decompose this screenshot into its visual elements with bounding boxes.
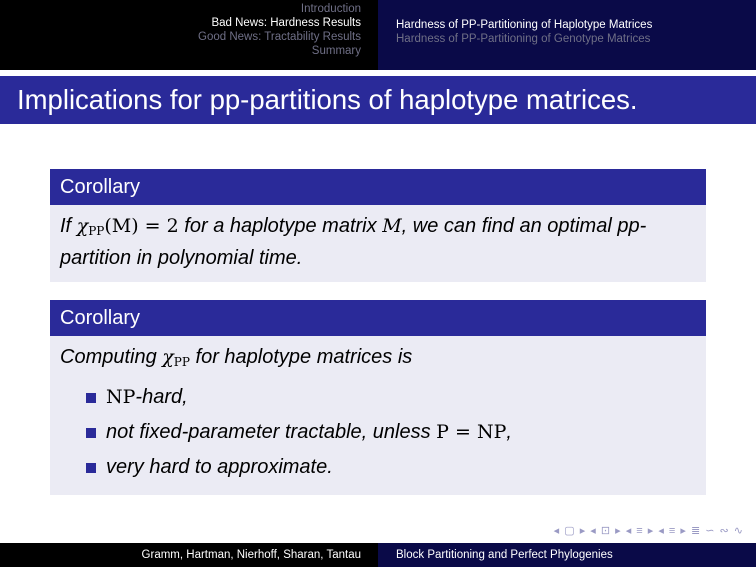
list-item: very hard to approximate. xyxy=(60,450,696,485)
text: for a haplotype matrix xyxy=(184,215,377,237)
math-chi-pp: $\chi_{PP}$ xyxy=(162,346,190,369)
footer-authors: Gramm, Hartman, Nierhoff, Sharan, Tantau xyxy=(0,543,378,567)
text: for haplotype matrices is xyxy=(195,346,413,368)
subsection-nav xyxy=(378,0,756,70)
nav-section-bad-news[interactable]: Bad News: Hardness Results xyxy=(211,17,361,29)
math-chi-pp: $\chi_{PP}(M) = 2$ xyxy=(76,215,179,238)
slide-title: Implications for pp-partitions of haplotype matrices. xyxy=(0,76,756,124)
text: Computing xyxy=(60,346,157,368)
bullet-icon xyxy=(86,393,96,403)
block-body xyxy=(50,205,706,282)
navigation-bar xyxy=(0,0,756,70)
nav-subsection-genotype[interactable]: Hardness of PP-Partitioning of Genotype Matrices xyxy=(396,33,651,45)
corollary-block-2 xyxy=(50,300,706,495)
nav-subsection-haplotype[interactable]: Hardness of PP-Partitioning of Haplotype Matrices xyxy=(396,19,653,31)
nav-section-summary[interactable]: Summary xyxy=(311,45,361,57)
text: , we can find an optimal pp-partition in polynomial time. xyxy=(60,215,647,269)
beamer-navigation-icons[interactable]: ◂ ▢ ▸ ◂ ⊡ ▸ ◂ ≡ ▸ ◂ ≡ ▸ ≣ ∽ ∾ ∿ xyxy=(553,525,744,537)
math-m: M xyxy=(382,215,402,237)
bullet-icon xyxy=(86,428,96,438)
footer xyxy=(0,543,756,567)
footer-title: Block Partitioning and Perfect Phylogenies xyxy=(378,543,756,567)
item-list xyxy=(60,380,696,485)
block-title: Corollary xyxy=(50,300,706,336)
block-title: Corollary xyxy=(50,169,706,205)
list-item: NP-hard, xyxy=(60,380,696,415)
nav-section-introduction[interactable]: Introduction xyxy=(300,3,361,15)
bullet-icon xyxy=(86,463,96,473)
corollary-block-1 xyxy=(50,169,706,282)
section-nav xyxy=(0,0,378,70)
list-item: not fixed-parameter tractable, unless P = NP, xyxy=(60,415,696,450)
text: If xyxy=(60,215,72,237)
block-body xyxy=(50,336,706,495)
nav-section-good-news[interactable]: Good News: Tractability Results xyxy=(198,31,361,43)
